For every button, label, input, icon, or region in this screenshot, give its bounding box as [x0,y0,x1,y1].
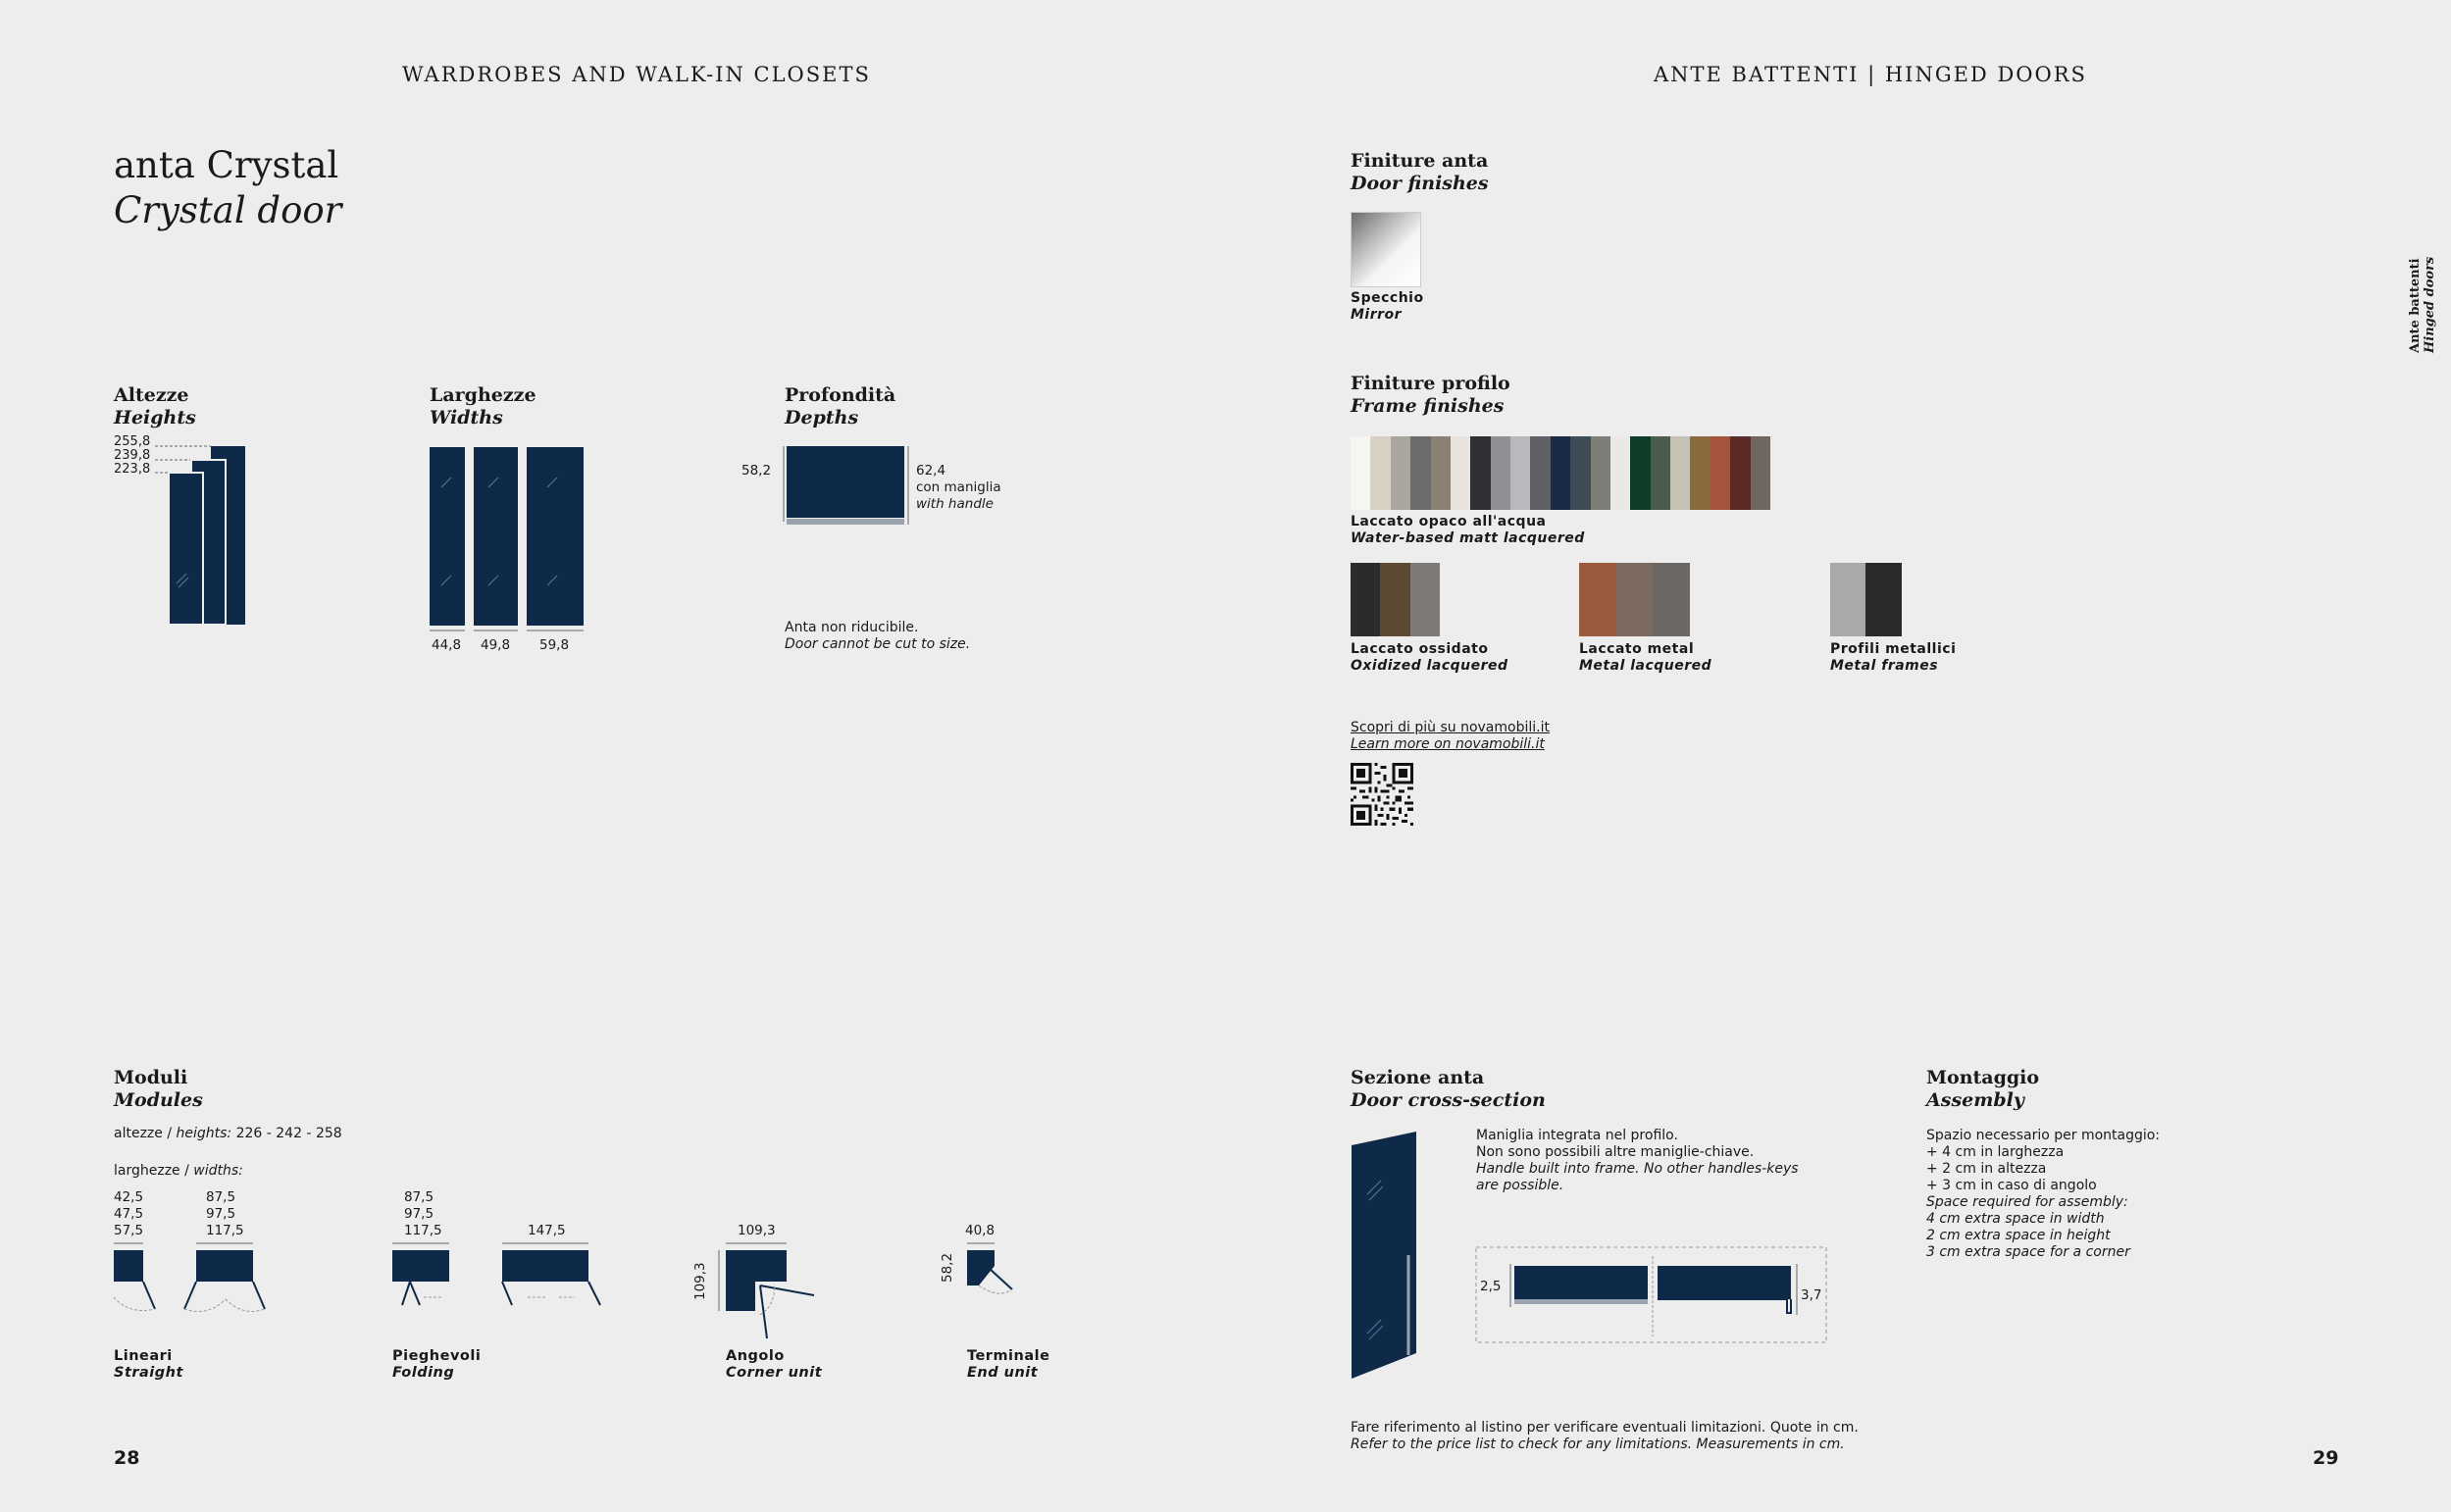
assembly-heading: Montaggio Assembly [1926,1067,2040,1111]
section-dim-right: 3,7 [1801,1287,1822,1303]
oxidized-swatch [1380,563,1410,636]
straight-diagram [110,1240,277,1314]
matt-lacquer-swatch [1370,436,1391,510]
matt-lacquer-swatch [1551,436,1571,510]
matt-lacquer-swatch [1711,436,1731,510]
matt-lacquer-swatch [1410,436,1431,510]
end-diagram [959,1240,1028,1309]
oxidized-swatches [1351,563,1440,636]
footer-note: Fare riferimento al listino per verificare eventuali limitazioni. Quote in cm. Refer to the price list to check for any limitations. Measurements in cm. [1351,1420,1859,1452]
title-en: Crystal door [114,189,342,231]
section-diagram [1475,1246,1828,1344]
door-finishes-heading: Finiture anta Door finishes [1351,150,1489,194]
matt-lacquer-swatch [1690,436,1711,510]
heights-heading: Altezze Heights [114,384,196,428]
running-head-right: ANTE BATTENTI | HINGED DOORS [1654,63,2087,86]
matt-lacquer-swatch [1751,436,1771,510]
mirror-swatch [1351,212,1421,287]
section-dim-left: 2,5 [1480,1279,1502,1294]
depth-with-handle: 62,4 con maniglia with handle [916,463,1001,512]
qr-code[interactable] [1351,763,1413,826]
matt-lacquer-swatch [1470,436,1491,510]
widths-diagram [428,446,594,632]
matt-lacquer-swatch [1670,436,1691,510]
modules-widths: larghezze / widths: [114,1163,243,1179]
running-head-left: WARDROBES AND WALK-IN CLOSETS [402,63,871,86]
matt-lacquer-swatch [1431,436,1452,510]
heights-diagram [147,441,255,628]
metal-lacquer-swatch [1616,563,1654,636]
matt-lacquer-swatch [1391,436,1411,510]
folding-label: Pieghevoli Folding [392,1348,482,1381]
section-heading: Sezione anta Door cross-section [1351,1067,1546,1111]
metal-frame-swatch [1865,563,1902,636]
oxidized-swatch [1351,563,1381,636]
page-title [114,143,341,233]
metal-lacquer-label: Laccato metal Metal lacquered [1579,641,1712,674]
matt-lacquer-swatch [1530,436,1551,510]
width-value-3: 59,8 [539,637,570,653]
non-reducible-note: Anta non riducibile. Door cannot be cut to size. [785,620,971,652]
matt-lacquer-swatch [1451,436,1471,510]
straight-widths-col2: 87,5 97,5 117,5 [206,1189,244,1238]
metal-frame-swatch [1830,563,1866,636]
corner-height: 109,3 [692,1262,708,1300]
end-label: Terminale End unit [967,1348,1050,1381]
end-height: 58,2 [940,1252,955,1283]
matt-lacquer-swatch [1730,436,1751,510]
width-value-2: 49,8 [481,637,511,653]
matt-lacquer-swatch [1651,436,1671,510]
folding-widths-col1: 87,5 97,5 117,5 [404,1189,442,1238]
end-width: 40,8 [965,1223,996,1238]
matt-lacquer-swatch [1591,436,1611,510]
metal-frames-label: Profili metallici Metal frames [1830,641,1957,674]
matt-lacquer-swatch [1491,436,1511,510]
corner-diagram [716,1240,824,1343]
section-description: Maniglia integrata nel profilo. Non sono possibili altre maniglie-chiave. Handle built into frame. No other handles-keys are possible. [1476,1128,1799,1193]
mirror-label: Specchio Mirror [1351,290,1424,323]
frame-finishes-heading: Finiture profilo Frame finishes [1351,373,1510,417]
straight-label: Lineari Straight [114,1348,183,1381]
metal-frames-swatches [1830,563,1901,636]
depths-diagram [781,443,913,529]
side-tab: Ante battenti Hinged doors [2408,256,2437,353]
matt-lacquer-swatch [1351,436,1371,510]
matt-lacquer-swatches [1351,436,1770,510]
metal-lacquer-swatch [1653,563,1690,636]
width-value-1: 44,8 [432,637,462,653]
matt-lacquer-swatch [1570,436,1591,510]
folding-widths-col2: 147,5 [528,1223,566,1238]
depths-heading: Profondità Depths [785,384,896,428]
door-perspective-diagram [1348,1128,1416,1383]
metal-lacquer-swatch [1579,563,1616,636]
modules-heading: Moduli Modules [114,1067,203,1111]
title-it: anta Crystal [114,144,339,186]
corner-width: 109,3 [738,1223,776,1238]
website-link[interactable]: Scopri di più su novamobili.it Learn more on novamobili.it [1351,720,1550,752]
metal-lacquer-swatches [1579,563,1690,636]
matt-lacquer-swatch [1610,436,1631,510]
depth-value: 58,2 [741,463,772,479]
oxidized-swatch [1410,563,1441,636]
folding-diagram [390,1240,616,1314]
straight-widths-col1: 42,5 47,5 57,5 [114,1189,144,1238]
matt-lacquer-swatch [1510,436,1531,510]
matt-lacquer-label: Laccato opaco all'acqua Water-based matt lacquered [1351,514,1585,546]
matt-lacquer-swatch [1630,436,1651,510]
assembly-text: Spazio necessario per montaggio: + 4 cm in larghezza + 2 cm in altezza + 3 cm in caso di angolo Space required for assembly: 4 cm extra space in width 2 cm extra space in height 3 cm extra space for a corner [1926,1128,2161,1260]
page-number-right: 29 [2313,1447,2339,1469]
page-number-left: 28 [114,1447,140,1469]
modules-heights: altezze / heights: 226 - 242 - 258 [114,1126,342,1141]
heights-values: 255,8 239,8 223,8 [114,434,151,477]
oxidized-label: Laccato ossidato Oxidized lacquered [1351,641,1508,674]
corner-label: Angolo Corner unit [726,1348,823,1381]
widths-heading: Larghezze Widths [430,384,536,428]
